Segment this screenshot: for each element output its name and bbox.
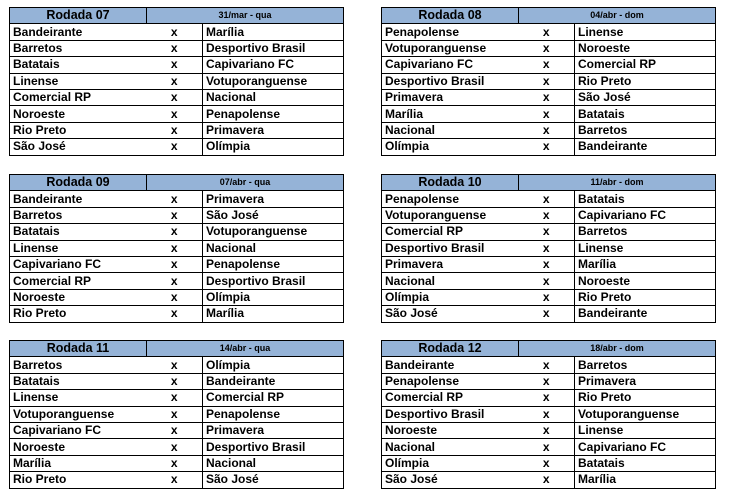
versus-mark: x bbox=[147, 191, 203, 207]
match-row bbox=[10, 273, 344, 289]
versus-mark: x bbox=[519, 472, 575, 488]
away-team: Primavera bbox=[203, 422, 344, 438]
home-team: Noroeste bbox=[10, 106, 147, 122]
home-team: Nacional bbox=[382, 439, 519, 455]
versus-mark: x bbox=[519, 390, 575, 406]
away-team: Primavera bbox=[203, 191, 344, 207]
round-header bbox=[10, 175, 344, 191]
match-row bbox=[10, 289, 344, 305]
away-team: Capivariano FC bbox=[203, 57, 344, 73]
away-team: Linense bbox=[575, 24, 716, 40]
round-title: Rodada 11 bbox=[10, 341, 147, 357]
versus-mark: x bbox=[147, 24, 203, 40]
match-row bbox=[382, 139, 716, 155]
away-team: Rio Preto bbox=[575, 289, 716, 305]
home-team: Desportivo Brasil bbox=[382, 406, 519, 422]
versus-mark: x bbox=[519, 455, 575, 471]
versus-mark: x bbox=[147, 73, 203, 89]
versus-mark: x bbox=[519, 373, 575, 389]
home-team: São José bbox=[382, 472, 519, 488]
home-team: Barretos bbox=[10, 357, 147, 373]
match-row bbox=[382, 406, 716, 422]
versus-mark: x bbox=[519, 289, 575, 305]
away-team: Votuporanguense bbox=[575, 406, 716, 422]
home-team: Rio Preto bbox=[10, 122, 147, 138]
home-team: Votuporanguense bbox=[382, 40, 519, 56]
away-team: Noroeste bbox=[575, 273, 716, 289]
versus-mark: x bbox=[519, 73, 575, 89]
round-date: 18/abr - dom bbox=[519, 341, 716, 357]
away-team: Nacional bbox=[203, 89, 344, 105]
away-team: Marília bbox=[575, 472, 716, 488]
home-team: São José bbox=[382, 306, 519, 322]
away-team: Linense bbox=[575, 422, 716, 438]
match-row bbox=[382, 256, 716, 272]
round-date: 11/abr - dom bbox=[519, 175, 716, 191]
round-table bbox=[9, 174, 344, 323]
home-team: Rio Preto bbox=[10, 472, 147, 488]
away-team: Rio Preto bbox=[575, 390, 716, 406]
versus-mark: x bbox=[519, 40, 575, 56]
match-row bbox=[382, 455, 716, 471]
versus-mark: x bbox=[519, 422, 575, 438]
match-row bbox=[382, 472, 716, 488]
match-row bbox=[10, 106, 344, 122]
home-team: Batatais bbox=[10, 57, 147, 73]
away-team: São José bbox=[203, 207, 344, 223]
match-row bbox=[382, 191, 716, 207]
away-team: Nacional bbox=[203, 455, 344, 471]
round-header bbox=[10, 8, 344, 24]
away-team: Capivariano FC bbox=[575, 439, 716, 455]
versus-mark: x bbox=[519, 207, 575, 223]
versus-mark: x bbox=[519, 24, 575, 40]
away-team: São José bbox=[575, 89, 716, 105]
versus-mark: x bbox=[519, 191, 575, 207]
versus-mark: x bbox=[519, 273, 575, 289]
versus-mark: x bbox=[147, 289, 203, 305]
away-team: Batatais bbox=[575, 191, 716, 207]
round-title: Rodada 10 bbox=[382, 175, 519, 191]
versus-mark: x bbox=[147, 472, 203, 488]
versus-mark: x bbox=[147, 122, 203, 138]
versus-mark: x bbox=[519, 89, 575, 105]
match-row bbox=[382, 24, 716, 40]
versus-mark: x bbox=[147, 422, 203, 438]
home-team: Desportivo Brasil bbox=[382, 240, 519, 256]
match-row bbox=[10, 224, 344, 240]
match-row bbox=[382, 240, 716, 256]
versus-mark: x bbox=[147, 224, 203, 240]
match-row bbox=[382, 390, 716, 406]
home-team: Capivariano FC bbox=[10, 422, 147, 438]
away-team: Comercial RP bbox=[575, 57, 716, 73]
home-team: Comercial RP bbox=[382, 224, 519, 240]
versus-mark: x bbox=[519, 139, 575, 155]
versus-mark: x bbox=[519, 357, 575, 373]
away-team: Olímpia bbox=[203, 357, 344, 373]
away-team: Barretos bbox=[575, 357, 716, 373]
home-team: Bandeirante bbox=[10, 191, 147, 207]
away-team: São José bbox=[203, 472, 344, 488]
versus-mark: x bbox=[147, 139, 203, 155]
away-team: Linense bbox=[575, 240, 716, 256]
away-team: Nacional bbox=[203, 240, 344, 256]
match-row bbox=[10, 207, 344, 223]
away-team: Penapolense bbox=[203, 106, 344, 122]
match-row bbox=[382, 40, 716, 56]
versus-mark: x bbox=[147, 256, 203, 272]
away-team: Olímpia bbox=[203, 139, 344, 155]
match-row bbox=[382, 422, 716, 438]
versus-mark: x bbox=[519, 306, 575, 322]
away-team: Barretos bbox=[575, 224, 716, 240]
away-team: Primavera bbox=[203, 122, 344, 138]
home-team: Barretos bbox=[10, 40, 147, 56]
round-date: 31/mar - qua bbox=[147, 8, 344, 24]
home-team: Linense bbox=[10, 240, 147, 256]
match-row bbox=[10, 24, 344, 40]
home-team: Votuporanguense bbox=[382, 207, 519, 223]
match-row bbox=[10, 439, 344, 455]
match-row bbox=[10, 139, 344, 155]
match-row bbox=[382, 57, 716, 73]
home-team: Votuporanguense bbox=[10, 406, 147, 422]
away-team: Marília bbox=[203, 306, 344, 322]
away-team: Bandeirante bbox=[203, 373, 344, 389]
home-team: Barretos bbox=[10, 207, 147, 223]
home-team: Batatais bbox=[10, 373, 147, 389]
round-table bbox=[381, 7, 716, 156]
match-row bbox=[382, 224, 716, 240]
away-team: Penapolense bbox=[203, 256, 344, 272]
match-row bbox=[382, 207, 716, 223]
home-team: Comercial RP bbox=[10, 89, 147, 105]
round-table bbox=[381, 340, 716, 489]
versus-mark: x bbox=[147, 89, 203, 105]
match-row bbox=[10, 306, 344, 322]
home-team: Capivariano FC bbox=[382, 57, 519, 73]
home-team: Primavera bbox=[382, 256, 519, 272]
home-team: Comercial RP bbox=[10, 273, 147, 289]
home-team: Desportivo Brasil bbox=[382, 73, 519, 89]
round-title: Rodada 12 bbox=[382, 341, 519, 357]
home-team: Nacional bbox=[382, 122, 519, 138]
match-row bbox=[10, 191, 344, 207]
match-row bbox=[10, 373, 344, 389]
home-team: Nacional bbox=[382, 273, 519, 289]
versus-mark: x bbox=[147, 207, 203, 223]
home-team: Olímpia bbox=[382, 455, 519, 471]
round-date: 14/abr - qua bbox=[147, 341, 344, 357]
away-team: Olímpia bbox=[203, 289, 344, 305]
round-date: 07/abr - qua bbox=[147, 175, 344, 191]
match-row bbox=[382, 73, 716, 89]
versus-mark: x bbox=[147, 357, 203, 373]
away-team: Votuporanguense bbox=[203, 73, 344, 89]
versus-mark: x bbox=[519, 240, 575, 256]
round-date: 04/abr - dom bbox=[519, 8, 716, 24]
round-header bbox=[382, 341, 716, 357]
home-team: Penapolense bbox=[382, 373, 519, 389]
round-table bbox=[9, 7, 344, 156]
match-row bbox=[10, 357, 344, 373]
match-row bbox=[10, 390, 344, 406]
round-title: Rodada 07 bbox=[10, 8, 147, 24]
away-team: Noroeste bbox=[575, 40, 716, 56]
round-title: Rodada 09 bbox=[10, 175, 147, 191]
match-row bbox=[10, 256, 344, 272]
versus-mark: x bbox=[519, 439, 575, 455]
away-team: Barretos bbox=[575, 122, 716, 138]
home-team: Olímpia bbox=[382, 289, 519, 305]
away-team: Marília bbox=[575, 256, 716, 272]
match-row bbox=[382, 106, 716, 122]
home-team: Rio Preto bbox=[10, 306, 147, 322]
away-team: Comercial RP bbox=[203, 390, 344, 406]
versus-mark: x bbox=[519, 256, 575, 272]
round-header bbox=[10, 341, 344, 357]
match-row bbox=[10, 122, 344, 138]
home-team: São José bbox=[10, 139, 147, 155]
home-team: Linense bbox=[10, 390, 147, 406]
match-row bbox=[10, 57, 344, 73]
home-team: Marília bbox=[382, 106, 519, 122]
match-row bbox=[382, 357, 716, 373]
home-team: Bandeirante bbox=[382, 357, 519, 373]
round-header bbox=[382, 175, 716, 191]
match-row bbox=[382, 306, 716, 322]
match-row bbox=[10, 455, 344, 471]
home-team: Marília bbox=[10, 455, 147, 471]
home-team: Bandeirante bbox=[10, 24, 147, 40]
home-team: Noroeste bbox=[10, 439, 147, 455]
match-row bbox=[10, 422, 344, 438]
match-row bbox=[382, 289, 716, 305]
home-team: Olímpia bbox=[382, 139, 519, 155]
match-row bbox=[382, 273, 716, 289]
home-team: Penapolense bbox=[382, 191, 519, 207]
home-team: Penapolense bbox=[382, 24, 519, 40]
home-team: Capivariano FC bbox=[10, 256, 147, 272]
home-team: Noroeste bbox=[382, 422, 519, 438]
match-row bbox=[10, 89, 344, 105]
match-row bbox=[10, 406, 344, 422]
home-team: Linense bbox=[10, 73, 147, 89]
home-team: Batatais bbox=[10, 224, 147, 240]
home-team: Primavera bbox=[382, 89, 519, 105]
versus-mark: x bbox=[519, 122, 575, 138]
away-team: Bandeirante bbox=[575, 139, 716, 155]
versus-mark: x bbox=[147, 406, 203, 422]
versus-mark: x bbox=[519, 406, 575, 422]
match-row bbox=[382, 122, 716, 138]
away-team: Primavera bbox=[575, 373, 716, 389]
home-team: Noroeste bbox=[10, 289, 147, 305]
versus-mark: x bbox=[147, 273, 203, 289]
versus-mark: x bbox=[147, 106, 203, 122]
match-row bbox=[10, 240, 344, 256]
round-header bbox=[382, 8, 716, 24]
away-team: Votuporanguense bbox=[203, 224, 344, 240]
round-table bbox=[9, 340, 344, 489]
versus-mark: x bbox=[147, 306, 203, 322]
away-team: Bandeirante bbox=[575, 306, 716, 322]
away-team: Batatais bbox=[575, 106, 716, 122]
versus-mark: x bbox=[147, 455, 203, 471]
away-team: Desportivo Brasil bbox=[203, 439, 344, 455]
away-team: Rio Preto bbox=[575, 73, 716, 89]
versus-mark: x bbox=[147, 390, 203, 406]
away-team: Penapolense bbox=[203, 406, 344, 422]
versus-mark: x bbox=[147, 373, 203, 389]
versus-mark: x bbox=[147, 240, 203, 256]
round-title: Rodada 08 bbox=[382, 8, 519, 24]
home-team: Comercial RP bbox=[382, 390, 519, 406]
match-row bbox=[382, 373, 716, 389]
round-table bbox=[381, 174, 716, 323]
match-row bbox=[10, 73, 344, 89]
away-team: Batatais bbox=[575, 455, 716, 471]
versus-mark: x bbox=[519, 224, 575, 240]
versus-mark: x bbox=[519, 106, 575, 122]
match-row bbox=[382, 439, 716, 455]
match-row bbox=[10, 472, 344, 488]
versus-mark: x bbox=[147, 439, 203, 455]
versus-mark: x bbox=[519, 57, 575, 73]
away-team: Desportivo Brasil bbox=[203, 40, 344, 56]
away-team: Capivariano FC bbox=[575, 207, 716, 223]
match-row bbox=[382, 89, 716, 105]
away-team: Marília bbox=[203, 24, 344, 40]
match-row bbox=[10, 40, 344, 56]
versus-mark: x bbox=[147, 57, 203, 73]
versus-mark: x bbox=[147, 40, 203, 56]
away-team: Desportivo Brasil bbox=[203, 273, 344, 289]
